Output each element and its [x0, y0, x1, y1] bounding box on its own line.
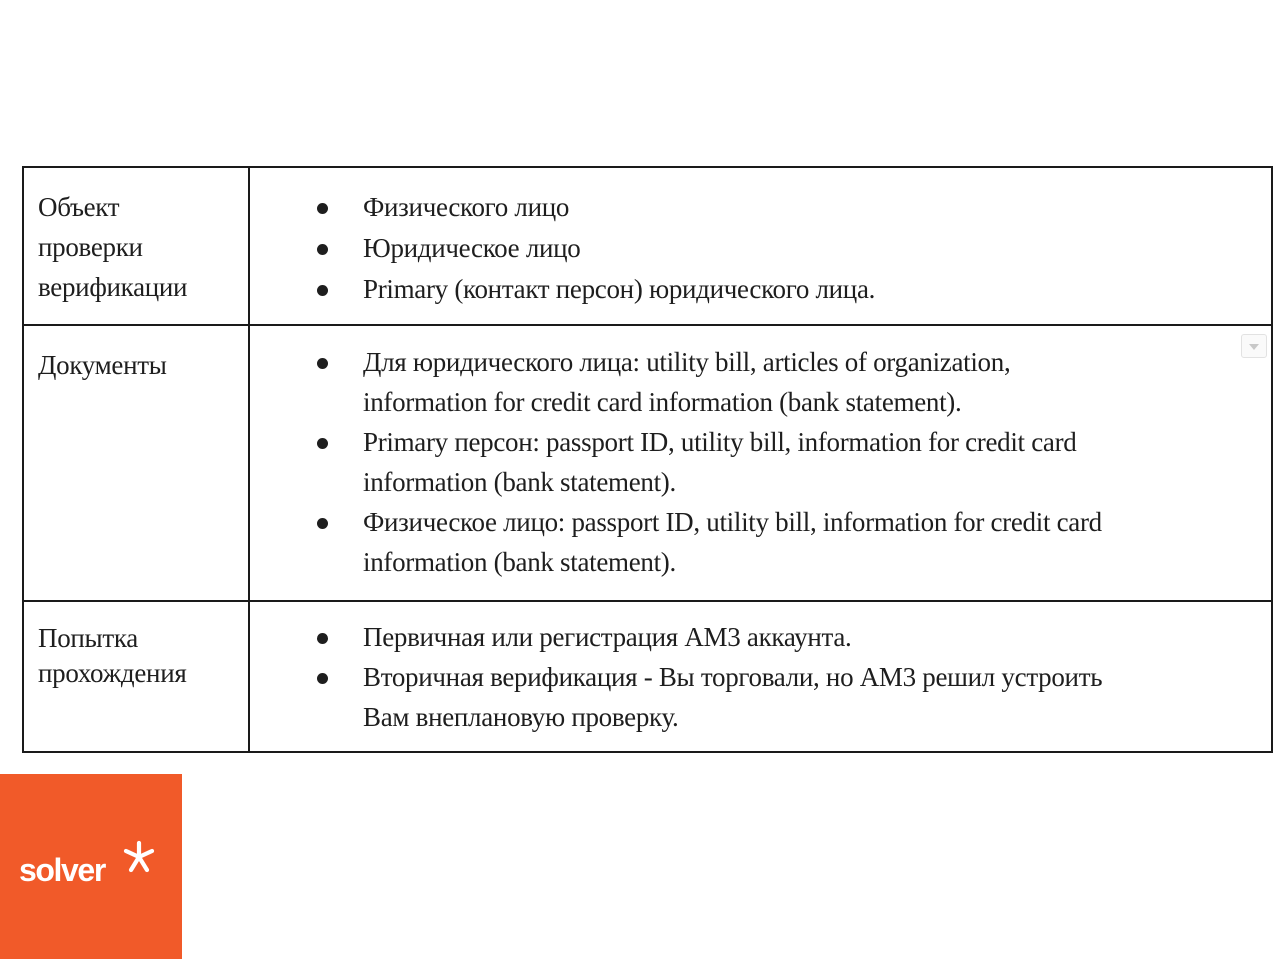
list-item [250, 657, 1231, 737]
list-item [250, 422, 1231, 502]
bullet-list [250, 602, 1271, 751]
list-item-text: information for credit card information (bank statement). [363, 387, 962, 417]
list-item [250, 502, 1231, 582]
row-label-line: проверки [38, 232, 143, 262]
bullet-dot-icon [317, 633, 328, 644]
list-item-text: information (bank statement). [363, 547, 676, 577]
table-row-documents [23, 325, 1272, 601]
list-item [250, 187, 1231, 228]
bullet-dot-icon [317, 203, 328, 214]
table-row-verification-object [23, 167, 1272, 325]
logo-text: solver [19, 852, 105, 888]
row-label-line: Документы [38, 350, 167, 380]
bullet-dot-icon [317, 438, 328, 449]
list-item [250, 228, 1231, 269]
row-content-cell [249, 167, 1272, 325]
table-row-attempt [23, 601, 1272, 752]
list-item-text: Физическое лицо: passport ID, utility bill, information for credit card [363, 507, 1102, 537]
row-label-line: прохождения [38, 658, 187, 688]
bullet-dot-icon [317, 518, 328, 529]
chevron-down-icon[interactable] [1241, 334, 1267, 358]
list-item-text: Юридическое лицо [363, 233, 581, 263]
bullet-dot-icon [317, 673, 328, 684]
verification-table [22, 166, 1273, 753]
bullet-list [250, 326, 1271, 600]
list-item-text: Вторичная верификация - Вы торговали, но AM3 решил устроить [363, 662, 1103, 692]
row-label-cell [23, 325, 249, 601]
list-item-text: Вам внеплановую проверку. [363, 702, 679, 732]
list-item-text: information (bank statement). [363, 467, 676, 497]
bullet-dot-icon [317, 358, 328, 369]
solver-logo [0, 774, 182, 959]
bullet-list [250, 168, 1271, 324]
bullet-dot-icon [317, 285, 328, 296]
list-item [250, 342, 1231, 422]
row-content-cell [249, 601, 1272, 752]
row-content-cell [249, 325, 1272, 601]
list-item-text: Первичная или регистрация AM3 аккаунта. [363, 622, 852, 652]
bullet-dot-icon [317, 244, 328, 255]
row-label-cell [23, 167, 249, 325]
row-label-cell [23, 601, 249, 752]
row-label-line: Попытка [38, 623, 138, 653]
asterisk-icon [122, 840, 156, 874]
row-label-line: Объект [38, 192, 120, 222]
list-item-text: Для юридического лица: utility bill, articles of organization, [363, 347, 1011, 377]
list-item-text: Primary (контакт персон) юридического лица. [363, 274, 876, 304]
list-item [250, 269, 1231, 310]
row-label-line: верификации [38, 272, 188, 302]
list-item-text: Primary персон: passport ID, utility bill, information for credit card [363, 427, 1077, 457]
list-item [250, 617, 1231, 657]
list-item-text: Физического лицо [363, 192, 570, 222]
